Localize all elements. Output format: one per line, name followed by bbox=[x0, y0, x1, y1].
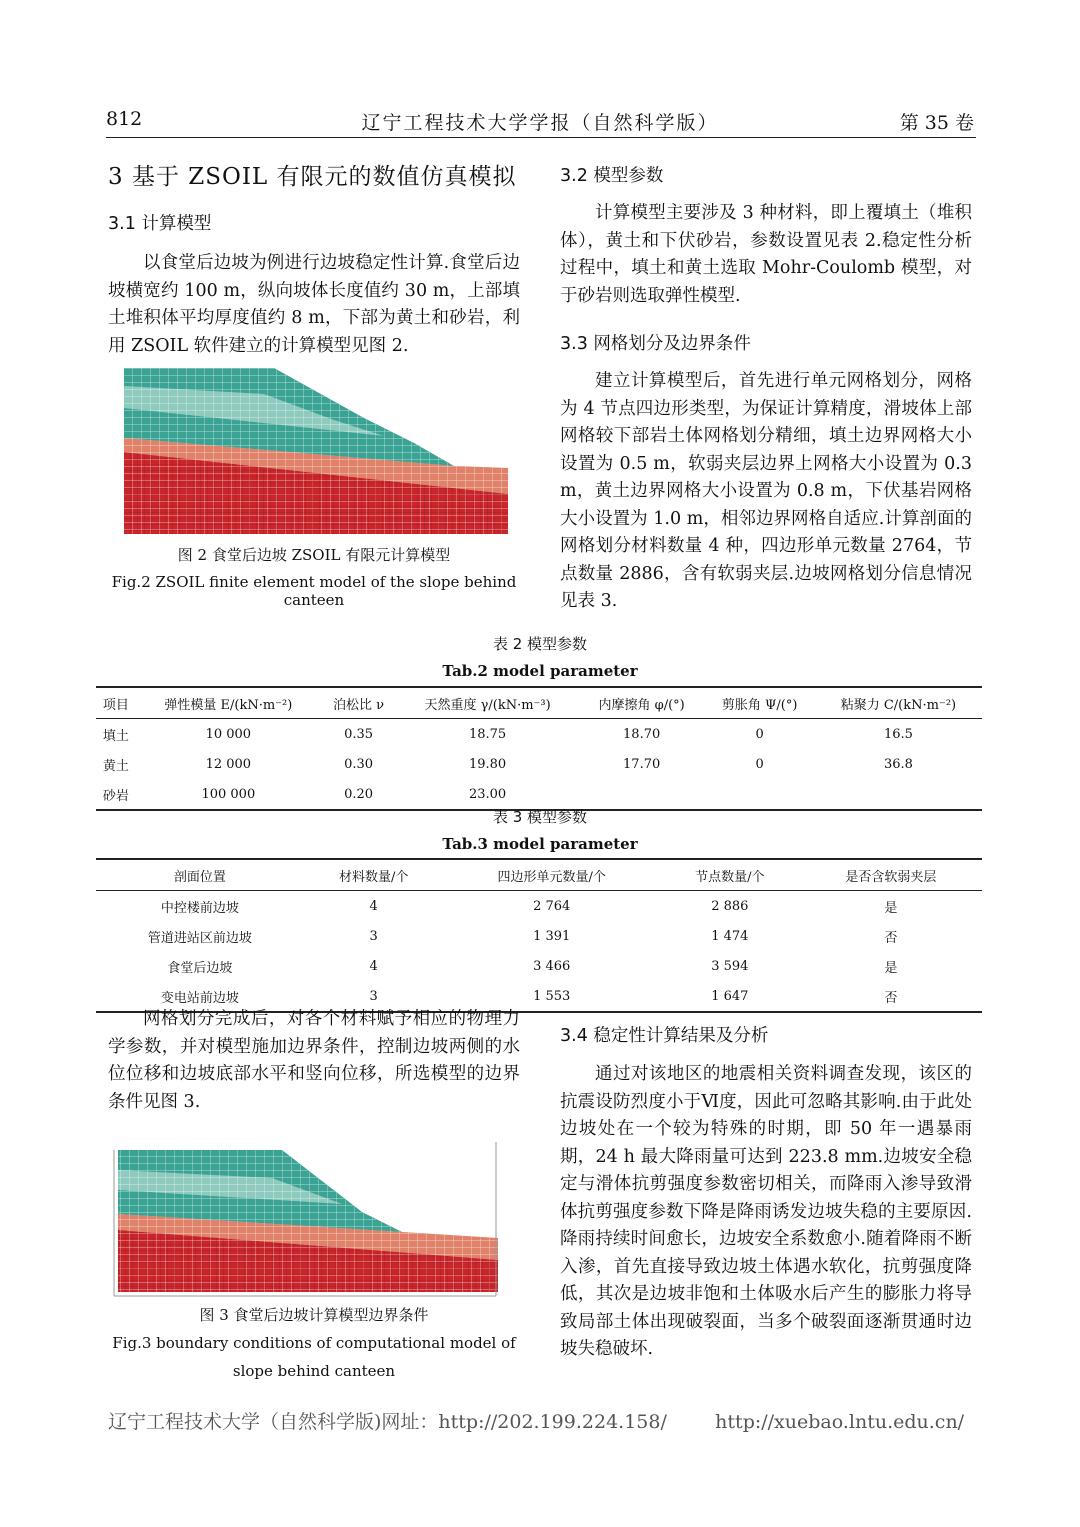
table-header-cell: 天然重度 γ/(kN·m⁻³) bbox=[396, 687, 579, 719]
table-2-caption-cn: 表 2 模型参数 bbox=[492, 635, 588, 653]
figure-3-caption-cn: 图 3 食堂后边坡计算模型边界条件 bbox=[199, 1306, 429, 1324]
table-cell: 0 bbox=[755, 756, 764, 772]
table-cell: 食堂后边坡 bbox=[167, 960, 233, 976]
section-3-1-title: 3.1 计算模型 bbox=[108, 214, 212, 234]
table-header-cell: 弹性模量 E/(kN·m⁻²) bbox=[136, 687, 321, 719]
header-rule bbox=[106, 137, 976, 138]
table-row bbox=[96, 951, 982, 981]
table-cell: 19.80 bbox=[468, 756, 507, 772]
table-cell: 3 594 bbox=[711, 958, 749, 974]
section-3-4-text: 通过对该地区的地震相关资料调查发现，该区的抗震设防烈度小于Ⅵ度，因此可忽略其影响.由于此处边坡处在一个较为特殊的时期，即 50 年一遇暴雨期，24 h 最大降雨量可达到 223.8 mm.边坡安全稳定与滑体抗剪强度参数密切相关，而降雨入渗导致滑体抗剪强度参数下降是降雨诱发边坡失稳的主要原因.降雨持续时间愈长，边坡安全系数愈小.随着降雨不断入渗，首先直接导致边坡土体遇水软化，抗剪强度降低，其次是边坡非饱和土体吸水后产生的膨胀力将导致局部土体出现破裂面，当多个破裂面逐渐贯通时边坡失稳破坏. bbox=[560, 1064, 972, 1359]
table-header-row bbox=[96, 859, 982, 891]
table-cell: 填土 bbox=[102, 728, 129, 744]
section-3-2-text: 计算模型主要涉及 3 种材料，即上覆填土（堆积体），黄土和下伏砂岩，参数设置见表 2.稳定性分析过程中，填土和黄土选取 Mohr-Coulomb 模型，对于砂岩则选取弹性模型. bbox=[560, 203, 972, 306]
table-cell: 是 bbox=[884, 960, 898, 976]
section-3-1-text: 以食堂后边坡为例进行边坡稳定性计算.食堂后边坡横宽约 100 m，纵向坡体长度值约 30 m，上部填土堆积体平均厚度值约 8 m，下部为黄土和砂岩，利用 ZSOIL 软件建立的计算模型见图 2. bbox=[108, 253, 520, 356]
table-cell: 1 391 bbox=[533, 928, 571, 944]
table-header-cell: 四边形单元数量/个 bbox=[444, 859, 660, 891]
table-cell: 4 bbox=[369, 958, 378, 974]
figure-3-boundary-model bbox=[112, 1142, 498, 1300]
table-header-row bbox=[96, 687, 982, 719]
table-header-cell: 剖面位置 bbox=[96, 859, 304, 891]
boundary-conditions-text: 网格划分完成后，对各个材料赋予相应的物理力学参数，并对模型施加边界条件，控制边坡两侧的水位位移和边坡底部水平和竖向位移，所选模型的边界条件见图 3. bbox=[108, 1009, 520, 1112]
table-header-cell: 节点数量/个 bbox=[660, 859, 800, 891]
table-row bbox=[96, 719, 982, 750]
table-cell: 3 466 bbox=[533, 958, 571, 974]
section-3-3-text: 建立计算模型后，首先进行单元网格划分，网格为 4 节点四边形类型，为保证计算精度，滑坡体上部网格较下部岩土体网格划分精细，填土边界网格大小设置为 0.5 m，软弱夹层边界上网格大小设置为 0.3 m，黄土边界网格大小设置为 0.8 m，下伏基岩网格大小设置为 1.0 m，相邻边界网格自适应.计算剖面的网格划分材料数量 4 种，四边形单元数量 2764，节点数量 2886，含有软弱夹层.边坡网格划分信息情况见表 3. bbox=[560, 371, 972, 611]
table-cell: 是 bbox=[884, 900, 898, 916]
table-3-caption-cn: 表 3 模型参数 bbox=[492, 808, 588, 826]
figure-2-caption-cn: 图 2 食堂后边坡 ZSOIL 有限元计算模型 bbox=[177, 546, 451, 564]
table-cell: 0 bbox=[755, 726, 764, 742]
figure-3-caption-en-line2: slope behind canteen bbox=[232, 1362, 396, 1380]
table-header-cell: 剪胀角 Ψ/(°) bbox=[704, 687, 814, 719]
table-cell: 18.70 bbox=[623, 726, 661, 742]
table-cell: 1 553 bbox=[444, 981, 660, 1012]
table-2-caption-en: Tab.2 model parameter bbox=[442, 662, 638, 680]
table-header-cell: 粘聚力 C/(kN·m⁻²) bbox=[815, 687, 982, 719]
table-row bbox=[96, 891, 982, 922]
table-cell: 否 bbox=[800, 981, 982, 1012]
table-cell: 0.35 bbox=[344, 726, 374, 742]
footer-url-line: 辽宁工程技术大学（自然科学版)网址：http://202.199.224.158/ http://xuebao.lntu.edu.cn/ bbox=[108, 1411, 965, 1433]
table-cell: 3 bbox=[369, 928, 378, 944]
table-header-cell: 是否含软弱夹层 bbox=[800, 859, 982, 891]
table-cell: 100 000 bbox=[136, 779, 321, 810]
section-3-2-title: 3.2 模型参数 bbox=[560, 166, 664, 186]
table-cell: 23.00 bbox=[396, 779, 579, 810]
journal-title: 辽宁工程技术大学学报（自然科学版） bbox=[361, 112, 719, 134]
table-cell: 砂岩 bbox=[96, 779, 136, 810]
table-cell: 0.20 bbox=[321, 779, 397, 810]
table-cell: 18.75 bbox=[468, 726, 507, 742]
table-cell: 否 bbox=[884, 930, 898, 946]
table-cell: 2 886 bbox=[711, 898, 749, 914]
figure-3-caption-en-line1: Fig.3 boundary conditions of computational model of bbox=[112, 1334, 516, 1352]
table-header-cell: 材料数量/个 bbox=[304, 859, 444, 891]
table-cell: 4 bbox=[369, 898, 378, 914]
table-cell: 36.8 bbox=[883, 756, 913, 772]
table-cell: 10 000 bbox=[205, 726, 252, 742]
page-number: 812 bbox=[106, 108, 143, 130]
table-cell: 16.5 bbox=[883, 726, 913, 742]
section-3-4-title: 3.4 稳定性计算结果及分析 bbox=[560, 1026, 769, 1046]
table-2 bbox=[96, 686, 982, 811]
table-3 bbox=[96, 858, 982, 1013]
section-3-3-title: 3.3 网格划分及边界条件 bbox=[560, 334, 751, 354]
table-row bbox=[96, 921, 982, 951]
section-3-title: 3 基于 ZSOIL 有限元的数值仿真模拟 bbox=[108, 164, 517, 190]
table-cell: 变电站前边坡 bbox=[96, 981, 304, 1012]
table-cell: 黄土 bbox=[102, 758, 129, 774]
table-cell: 1 647 bbox=[660, 981, 800, 1012]
table-header-cell: 泊松比 ν bbox=[321, 687, 397, 719]
volume-label: 第 35 卷 bbox=[899, 112, 974, 134]
figure-2-mesh-model bbox=[124, 368, 508, 534]
table-cell: 17.70 bbox=[623, 756, 661, 772]
table-cell: 3 bbox=[304, 981, 444, 1012]
table-header-cell: 内摩擦角 φ/(°) bbox=[579, 687, 705, 719]
table-header-cell: 项目 bbox=[96, 687, 136, 719]
table-cell: 管道进站区前边坡 bbox=[147, 930, 252, 946]
figure-2-caption-en: Fig.2 ZSOIL finite element model of the slope behind canteen bbox=[111, 573, 517, 609]
table-cell: 1 474 bbox=[711, 928, 749, 944]
table-row bbox=[96, 749, 982, 779]
table-cell: 2 764 bbox=[533, 898, 571, 914]
table-3-caption-en: Tab.3 model parameter bbox=[442, 835, 638, 853]
table-cell: 中控楼前边坡 bbox=[160, 900, 239, 916]
table-cell: 12 000 bbox=[205, 756, 252, 772]
table-cell: 0.30 bbox=[344, 756, 374, 772]
